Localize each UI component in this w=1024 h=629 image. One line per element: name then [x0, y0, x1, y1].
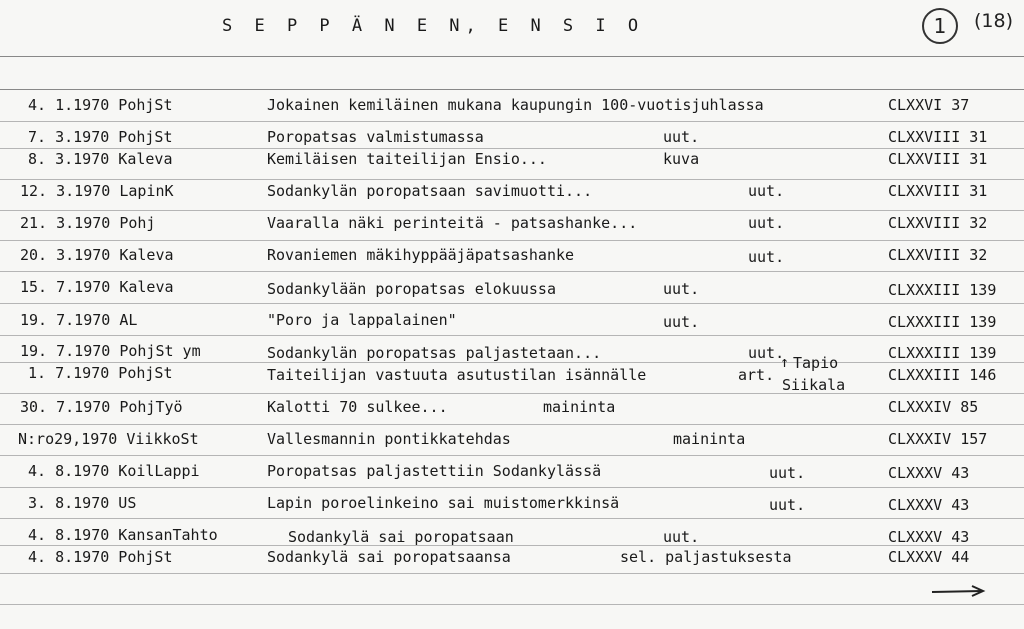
- row-title: Vallesmannin pontikkatehdas: [267, 430, 511, 448]
- row-type: uut.: [748, 214, 785, 232]
- row-reference: CLXXXIII 146: [888, 366, 997, 384]
- row-title: Sodankylän poropatsas paljastetaan...: [267, 344, 602, 362]
- row-reference: CLXXVIII 32: [888, 214, 988, 232]
- card-number-circled: 1: [922, 8, 958, 44]
- row-date-source: 19. 7.1970 PohjSt ym: [20, 342, 201, 360]
- row-title: Sodankylään poropatsas elokuussa: [267, 280, 556, 298]
- row-reference: CLXXXV 43: [888, 496, 970, 514]
- handwritten-note-arrow-icon: ↑: [780, 353, 790, 371]
- row-type: uut.: [769, 496, 806, 514]
- rule-line: [0, 56, 1024, 57]
- row-reference: CLXXXIII 139: [888, 313, 997, 331]
- rule-line: [0, 335, 1024, 336]
- row-reference: CLXXXIII 139: [888, 281, 997, 299]
- row-type: art.: [738, 366, 775, 384]
- row-reference: CLXXXV 43: [888, 528, 970, 546]
- rule-line: [0, 518, 1024, 519]
- rule-line: [0, 89, 1024, 90]
- row-date-source: 4. 1.1970 PohjSt: [28, 96, 173, 114]
- row-reference: CLXXVI 37: [888, 96, 970, 114]
- row-date-source: 19. 7.1970 AL: [20, 311, 138, 329]
- row-reference: CLXXXIV 85: [888, 398, 979, 416]
- card-count: (18): [974, 10, 1014, 32]
- rule-line: [0, 424, 1024, 425]
- rule-line: [0, 271, 1024, 272]
- row-title: Vaaralla näki perinteitä - patsashanke...: [267, 214, 638, 232]
- row-reference: CLXXXIV 157: [888, 430, 988, 448]
- handwritten-note-line2: Siikala: [782, 376, 846, 394]
- row-date-source: N:ro29,1970 ViikkoSt: [18, 430, 199, 448]
- rule-line: [0, 179, 1024, 180]
- row-title: Kalotti 70 sulkee...: [267, 398, 448, 416]
- row-date-source: 3. 8.1970 US: [28, 494, 137, 512]
- row-date-source: 8. 3.1970 Kaleva: [28, 150, 173, 168]
- row-type: uut.: [663, 313, 700, 331]
- row-date-source: 12. 3.1970 LapinK: [20, 182, 174, 200]
- row-reference: CLXXVIII 32: [888, 246, 988, 264]
- rule-line: [0, 240, 1024, 241]
- rule-line: [0, 210, 1024, 211]
- row-date-source: 4. 8.1970 KoilLappi: [28, 462, 200, 480]
- row-type: uut.: [663, 528, 700, 546]
- row-title: Jokainen kemiläinen mukana kaupungin 100-vuotisjuhlassa: [267, 96, 764, 114]
- rule-line: [0, 604, 1024, 605]
- row-date-source: 30. 7.1970 PohjTyö: [20, 398, 183, 416]
- rule-line: [0, 455, 1024, 456]
- row-reference: CLXXVIII 31: [888, 182, 988, 200]
- rule-line: [0, 303, 1024, 304]
- row-type: uut.: [663, 128, 700, 146]
- row-type: uut.: [769, 464, 806, 482]
- row-title: Poropatsas paljastettiin Sodankylässä: [267, 462, 602, 480]
- row-type: maininta: [673, 430, 746, 448]
- row-title: "Poro ja lappalainen": [267, 311, 457, 329]
- row-date-source: 4. 8.1970 PohjSt: [28, 548, 173, 566]
- row-date-source: 20. 3.1970 Kaleva: [20, 246, 174, 264]
- row-date-source: 21. 3.1970 Pohj: [20, 214, 156, 232]
- row-date-source: 15. 7.1970 Kaleva: [20, 278, 174, 296]
- row-reference: CLXXXV 44: [888, 548, 970, 566]
- row-reference: CLXXXV 43: [888, 464, 970, 482]
- row-date-source: 4. 8.1970 KansanTahto: [28, 526, 218, 544]
- row-reference: CLXXVIII 31: [888, 150, 988, 168]
- row-title: Kemiläisen taiteilijan Ensio...: [267, 150, 547, 168]
- row-date-source: 1. 7.1970 PohjSt: [28, 364, 173, 382]
- row-date-source: 7. 3.1970 PohjSt: [28, 128, 173, 146]
- row-title: Sodankylän poropatsaan savimuotti...: [267, 182, 593, 200]
- card-title: S E P P Ä N E N, E N S I O: [222, 16, 645, 36]
- row-type: sel. paljastuksesta: [620, 548, 792, 566]
- row-title: Taiteilijan vastuuta asutustilan isännälle: [267, 366, 647, 384]
- row-reference: CLXXVIII 31: [888, 128, 988, 146]
- row-type: kuva: [663, 150, 700, 168]
- row-title: Sodankylä sai poropatsaansa: [267, 548, 511, 566]
- row-reference: CLXXXIII 139: [888, 344, 997, 362]
- rule-line: [0, 573, 1024, 574]
- continue-arrow-icon: [930, 582, 986, 602]
- row-title: Lapin poroelinkeino sai muistomerkkinsä: [267, 494, 620, 512]
- rule-line: [0, 393, 1024, 394]
- rule-line: [0, 362, 1024, 363]
- row-title: Poropatsas valmistumassa: [267, 128, 484, 146]
- row-type: maininta: [543, 398, 616, 416]
- rule-line: [0, 121, 1024, 122]
- row-type: uut.: [748, 248, 785, 266]
- handwritten-note-line1: Tapio: [793, 354, 839, 372]
- row-type: uut.: [663, 280, 700, 298]
- row-type: uut.: [748, 344, 785, 362]
- rule-line: [0, 148, 1024, 149]
- row-title: Sodankylä sai poropatsaan: [288, 528, 514, 546]
- row-type: uut.: [748, 182, 785, 200]
- row-title: Rovaniemen mäkihyppääjäpatsashanke: [267, 246, 575, 264]
- rule-line: [0, 487, 1024, 488]
